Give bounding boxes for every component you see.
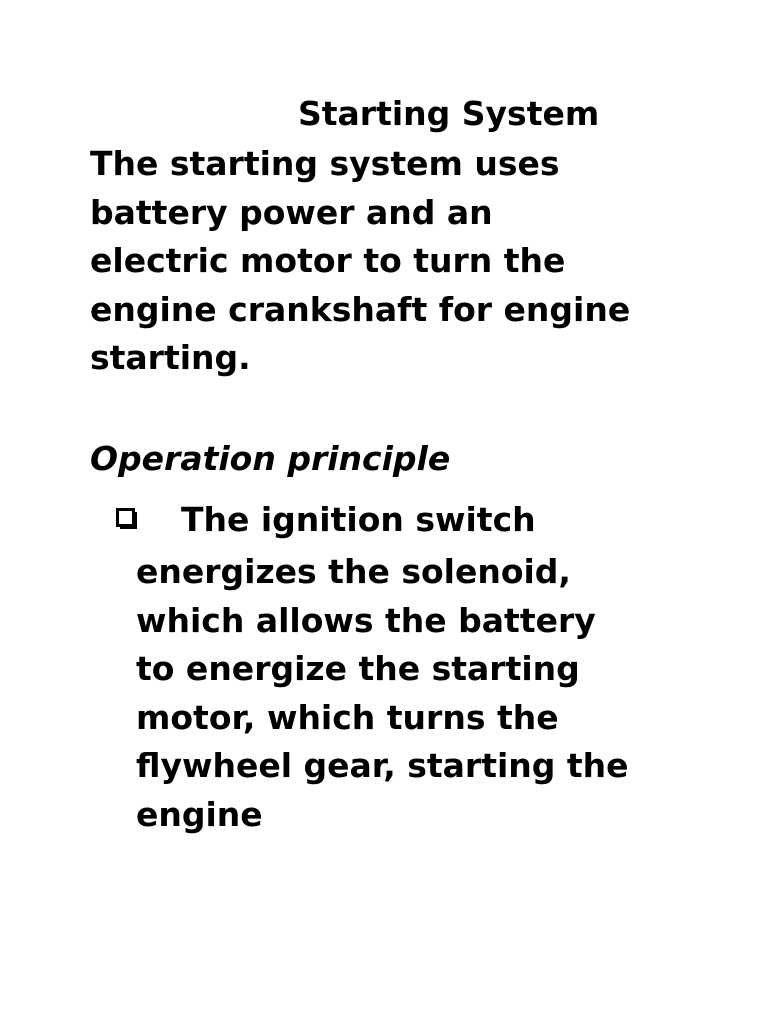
bullet-line: which allows the battery [136, 600, 596, 640]
list-item [0, 496, 629, 839]
intro-line: engine crankshaft for engine [90, 289, 631, 329]
bullet-line: energizes the solenoid, [136, 552, 571, 591]
bullet-line: motor, which turns the [136, 697, 559, 737]
bullet-line: to energize the starting [136, 649, 580, 688]
bullet-line: engine [136, 794, 263, 834]
bullet-text [0, 496, 629, 839]
bullet-line: The ignition switch [181, 500, 536, 539]
page-title: Starting System [298, 94, 600, 133]
intro-line: electric motor to turn the [90, 241, 566, 280]
bullet-line: flywheel gear, starting the [136, 746, 629, 785]
intro-line: starting. [90, 338, 251, 377]
intro-line: The starting system uses [90, 144, 560, 183]
bullet-list [0, 496, 629, 839]
intro-line: battery power and an [90, 192, 493, 232]
section-heading: Operation principle [90, 439, 451, 478]
intro-paragraph [90, 140, 730, 383]
